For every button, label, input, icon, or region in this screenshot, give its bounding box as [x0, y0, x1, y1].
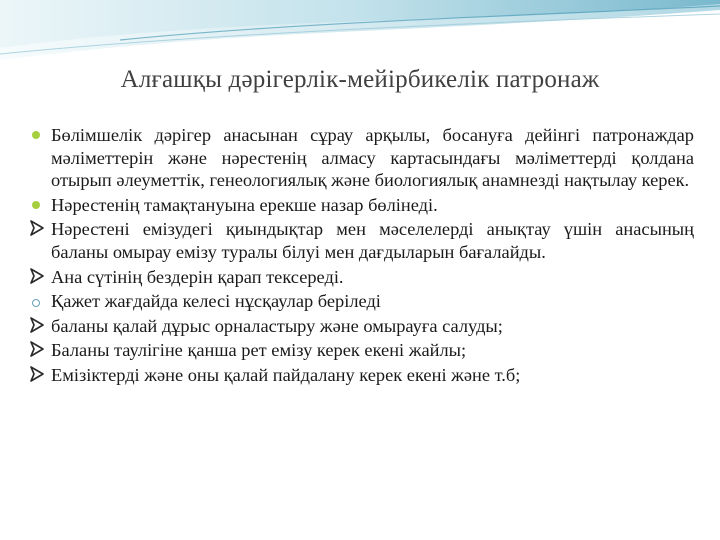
- bullet-item: [30, 194, 694, 217]
- bullet-item: [30, 124, 694, 192]
- bullet-text: Ана сүтінің бездерін қарап тексереді.: [51, 266, 344, 287]
- ring-bullet-icon: [32, 299, 40, 307]
- bullet-item: [30, 364, 694, 387]
- bullet-text: Нәрестені емізудегі қиындықтар мен мәселелерді анықтау үшін анасының баланы омырау емізу туралы білуі мен дағдыларын бағалайды.: [51, 219, 694, 262]
- bullet-text: Нәрестенің тамақтануына ерекше назар бөлінеді.: [51, 194, 438, 215]
- dot-bullet-icon: [32, 131, 40, 139]
- arrow-bullet-icon: [30, 317, 44, 333]
- bullet-item: [30, 315, 694, 338]
- bullet-item: [30, 339, 694, 362]
- bullet-item: [30, 218, 694, 263]
- bullet-item: [30, 266, 694, 289]
- bullet-text: Қажет жағдайда келесі нұсқаулар беріледі: [51, 291, 381, 312]
- dot-bullet-icon: [32, 201, 40, 209]
- arrow-bullet-icon: [30, 220, 44, 236]
- arrow-bullet-icon: [30, 341, 44, 357]
- bullet-text: Емізіктерді және оны қалай пайдалану керек екені және т.б;: [51, 364, 521, 385]
- slide-title: Алғашқы дәрігерлік-мейірбикелік патронаж: [120, 66, 600, 93]
- bullet-item: [30, 290, 694, 313]
- bullet-text: баланы қалай дұрыс орналастыру және омырауға салуды;: [51, 315, 503, 336]
- bullet-list: [30, 124, 694, 389]
- bullet-text: Бөлімшелік дәрігер анасынан сұрау арқылы, босануға дейінгі патронаждар мәліметтерін және нәрестенің алмасу картасындағы мәліметтерді қолдана отырып әлеуметтік, генеологиялық және биологиялық анамнезді нақтылау керек.: [51, 125, 694, 191]
- arrow-bullet-icon: [30, 366, 44, 382]
- bullet-text: Баланы таулігіне қанша рет емізу керек екені жайлы;: [51, 340, 467, 361]
- arrow-bullet-icon: [30, 268, 44, 284]
